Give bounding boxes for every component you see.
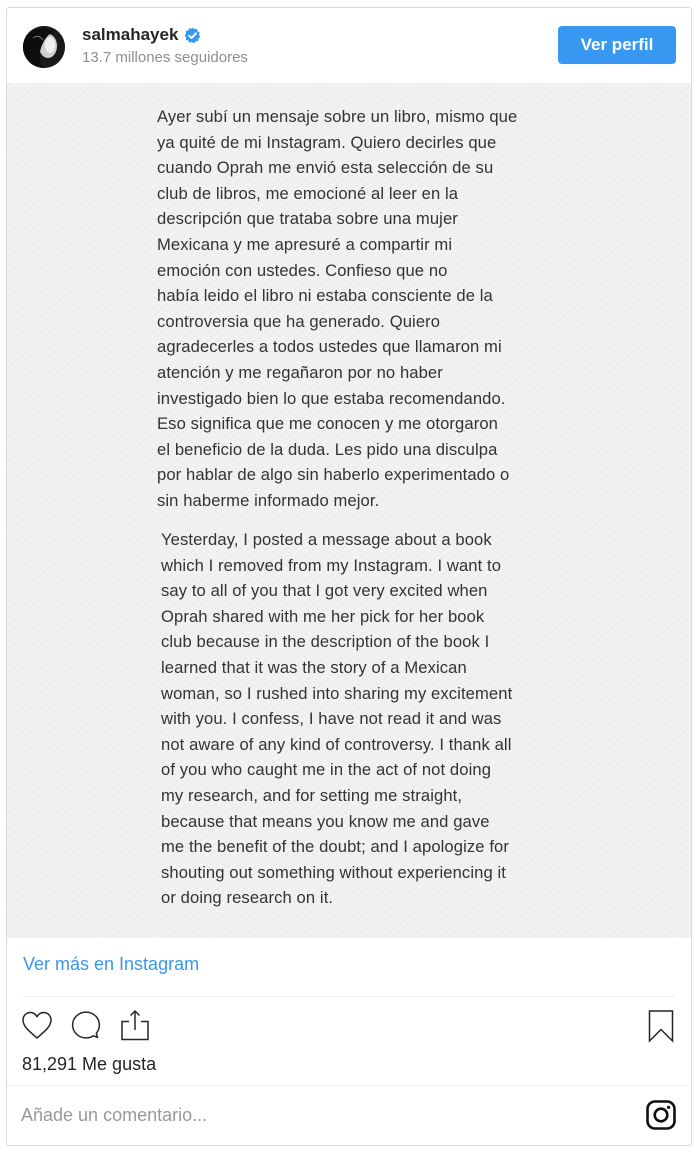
post-header — [7, 8, 691, 83]
text-line: por hablar de algo sin haberlo experimentado o — [157, 465, 510, 485]
text-line: because that means you know me and gave — [161, 811, 490, 831]
text-line: agradecerles a todos ustedes que llamaron mi — [157, 337, 502, 357]
username-row — [82, 25, 201, 45]
bookmark-icon[interactable] — [643, 1008, 679, 1044]
instagram-icon[interactable] — [645, 1099, 677, 1131]
text-line: ya quité de mi Instagram. Quiero decirles que — [157, 132, 497, 152]
avatar[interactable] — [23, 26, 65, 68]
action-bar — [7, 1008, 691, 1048]
view-more-on-instagram-link[interactable]: Ver más en Instagram — [23, 954, 200, 974]
heart-icon[interactable] — [19, 1008, 55, 1044]
instagram-embed — [6, 7, 692, 1146]
text-line: with you. I confess, I have not read it and was — [161, 709, 502, 729]
divider — [7, 1085, 691, 1086]
text-line: woman, so I rushed into sharing my excitement — [161, 683, 513, 703]
text-line: say to all of you that I got very excited when — [161, 581, 488, 601]
text-line: learned that it was the story of a Mexican — [161, 657, 467, 677]
share-icon[interactable] — [117, 1008, 153, 1044]
text-line: cuando Oprah me envió esta selección de su — [157, 158, 494, 178]
text-line: atención y me regañaron por no haber — [157, 362, 443, 382]
text-line: shouting out something without experiencing it — [161, 862, 506, 882]
follower-count: 13.7 millones seguidores — [82, 49, 248, 66]
text-line: descripción que trataba sobre una mujer — [157, 209, 458, 229]
text-line: club because in the description of the book I — [161, 632, 490, 652]
text-line: Mexicana y me apresuré a compartir mi — [157, 234, 453, 254]
comment-icon[interactable] — [68, 1008, 104, 1044]
text-line: Oprah shared with me her pick for her book — [161, 606, 485, 626]
post-text-spanish — [157, 104, 517, 514]
verified-badge-icon — [184, 27, 201, 44]
text-line: controversia que ha generado. Quiero — [157, 311, 441, 331]
text-line: me the benefit of the doubt; and I apologize for — [161, 837, 509, 857]
text-line: or doing research on it. — [161, 888, 334, 908]
divider — [23, 996, 675, 997]
text-line: Eso significa que me conocen y me otorgaron — [157, 414, 498, 434]
text-line: emoción con ustedes. Confieso que no — [157, 260, 448, 280]
text-line: había leido el libro ni estaba consciente de la — [157, 286, 493, 306]
view-profile-button[interactable]: Ver perfil — [558, 26, 676, 64]
post-image[interactable] — [7, 83, 692, 938]
text-line: sin haberme informado mejor. — [157, 490, 380, 510]
text-line: Yesterday, I posted a message about a book — [161, 530, 492, 549]
text-line: which I removed from my Instagram. I want to — [161, 555, 502, 575]
post-text-english — [161, 527, 512, 911]
text-line: of you who caught me in the act of not doing — [161, 760, 492, 780]
like-count: 81,291 Me gusta — [22, 1054, 157, 1074]
text-line: investigado bien lo que estaba recomendando. — [157, 388, 506, 408]
text-line: club de libros, me emocioné al leer en la — [157, 183, 459, 203]
avatar-image — [23, 26, 65, 68]
text-line: my research, and for setting me straight, — [161, 785, 463, 805]
text-line: el beneficio de la duda. Les pido una disculpa — [157, 439, 498, 459]
username[interactable]: salmahayek — [82, 25, 179, 44]
text-line: Ayer subí un mensaje sobre un libro, mismo que — [157, 107, 518, 126]
comment-input[interactable] — [21, 1098, 581, 1132]
text-line: not aware of any kind of controversy. I thank all — [161, 734, 512, 754]
